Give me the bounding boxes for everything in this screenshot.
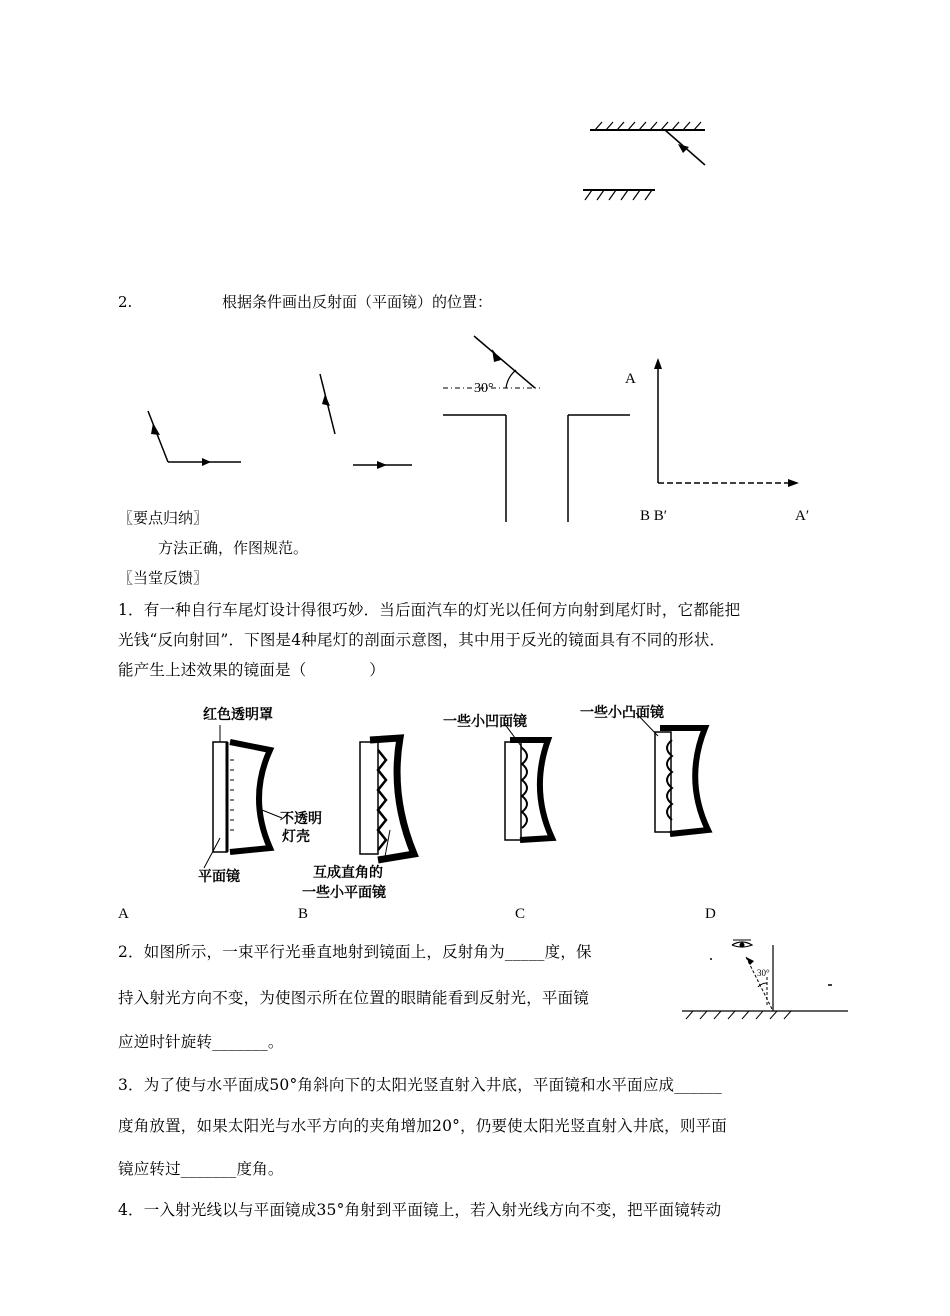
option-d: D bbox=[705, 906, 716, 922]
ray-figure-1 bbox=[140, 405, 250, 475]
axis-label-bb: B B′ bbox=[640, 508, 668, 524]
lamp-label-plane-mirror: 平面镜 bbox=[198, 869, 240, 885]
option-a: A bbox=[118, 906, 129, 922]
lamp-label-opaque-2: 灯壳 bbox=[282, 829, 310, 845]
feedback-q4-line1: 4．一入射光线以与平面镜成35°角射到平面镜上，若入射光线方向不变，把平面镜转动 bbox=[118, 1201, 722, 1219]
eye-mirror-figure bbox=[680, 935, 850, 1025]
feedback-heading: 〖当堂反馈〗 bbox=[118, 569, 209, 587]
lamp-label-convex: 一些小凸面镜 bbox=[580, 705, 664, 721]
feedback-q2-line3: 应逆时针旋转_______。 bbox=[118, 1033, 284, 1051]
feedback-q2-line1: 2．如图所示，一束平行光垂直地射到镜面上，反射角为_____度，保 bbox=[118, 943, 592, 961]
axes-figure bbox=[650, 355, 810, 495]
lamp-figure-a bbox=[200, 720, 290, 870]
ray-figure-2 bbox=[345, 368, 425, 478]
angle-30-label: 30° bbox=[474, 381, 494, 396]
feedback-q3-line1: 3．为了使与水平面成50°角斜向下的太阳光竖直射入井底，平面镜和水平面应成______ bbox=[118, 1076, 722, 1094]
axis-label-a: A bbox=[625, 371, 636, 387]
summary-text: 方法正确，作图规范。 bbox=[158, 539, 309, 557]
lamp-figure-c bbox=[500, 720, 580, 855]
question-2-number: 2. bbox=[118, 293, 133, 311]
periscope-figure bbox=[440, 330, 640, 525]
feedback-q1-line2: 光钱“反向射回”．下图是4种尾灯的剖面示意图，其中用于反光的镜面具有不同的形状． bbox=[118, 631, 726, 649]
axis-label-a-prime: A′ bbox=[795, 508, 810, 524]
option-b: B bbox=[298, 906, 309, 922]
lamp-label-red-cover: 红色透明罩 bbox=[203, 707, 273, 723]
option-c: C bbox=[515, 906, 526, 922]
lamp-figure-b bbox=[350, 730, 430, 875]
summary-heading: 〖要点归纳〗 bbox=[118, 509, 209, 527]
lamp-figure-d bbox=[640, 710, 730, 845]
lamp-label-right-angle-2: 一些小平面镜 bbox=[302, 885, 386, 901]
question-2-text: 根据条件画出反射面（平面镜）的位置： bbox=[222, 293, 493, 311]
feedback-q2-line2: 持入射光方向不变，为使图示所在位置的眼睛能看到反射光，平面镜 bbox=[118, 989, 590, 1007]
top-mirrors-figure bbox=[575, 110, 715, 210]
lamp-label-concave: 一些小凹面镜 bbox=[443, 714, 527, 730]
lamp-label-opaque-1: 不透明 bbox=[280, 811, 322, 827]
feedback-q1-line1: 1．有一种自行车尾灯设计得很巧妙．当后面汽车的灯光以任何方向射到尾灯时，它都能把 bbox=[118, 601, 741, 619]
eye-figure-angle: 30° bbox=[757, 968, 770, 978]
feedback-q3-line3: 镜应转过_______度角。 bbox=[118, 1160, 284, 1178]
feedback-q1-line3: 能产生上述效果的镜面是（ ） bbox=[118, 661, 385, 679]
feedback-q3-line2: 度角放置，如果太阳光与水平方向的夹角增加20°，仍要使太阳光竖直射入井底，则平面 bbox=[118, 1117, 727, 1135]
lamp-label-right-angle-1: 互成直角的 bbox=[313, 865, 383, 881]
